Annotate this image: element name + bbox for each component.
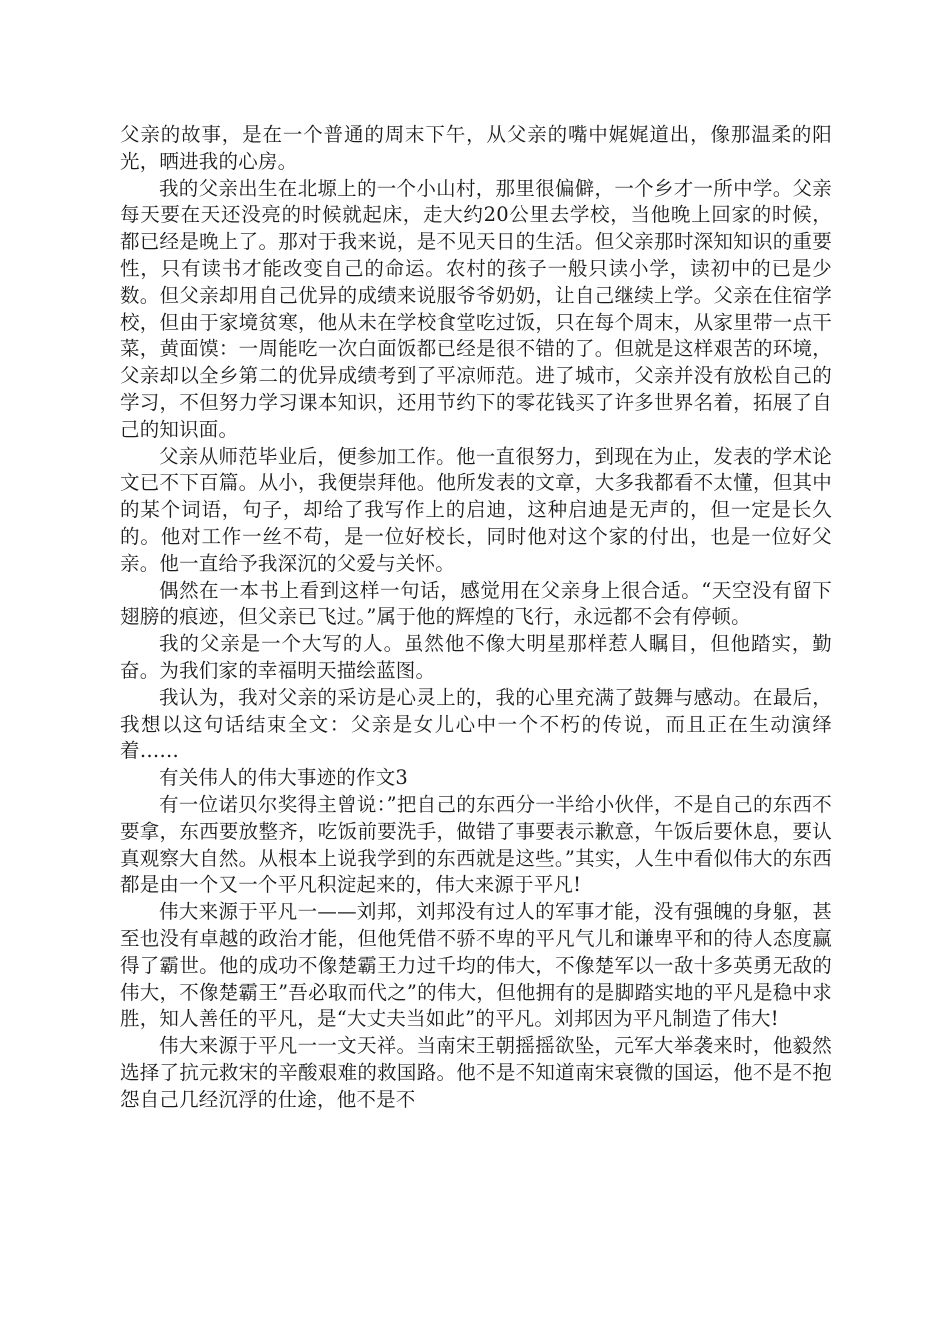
document-body [120,122,832,1113]
paragraph-1: 父亲的故事，是在一个普通的周末下午，从父亲的嘴中娓娓道出，像那温柔的阳光，晒进我的心房。 [120,123,832,173]
section-heading: 有关伟人的伟大事迹的作文3 [159,766,409,790]
paragraph-5: 我的父亲是一个大写的人。虽然他不像大明星那样惹人瞩目，但他踏实，勤奋。为我们家的幸福明天描绘蓝图。 [120,632,832,682]
paragraph-8: 伟大来源于平凡一——刘邦，刘邦没有过人的军事才能，没有强魄的身躯，甚至也没有卓越的政治才能，但他凭借不骄不卑的平凡气儿和谦卑平和的待人态度赢得了霸世。他的成功不像楚霸王力过千均的伟大，不像楚军以一敌十多英勇无敌的伟大，不像楚霸王”吾必取而代之”的伟大，但他拥有的是脚踏实地的平凡是稳中求胜，知人善任的平凡，是“大丈夫当如此”的平凡。刘邦因为平凡制造了伟大! [120,900,832,1031]
paragraph-9: 伟大来源于平凡一一文天祥。当南宋王朝摇摇欲坠，元军大举袭来时，他毅然选择了抗元救宋的辛酸艰难的救国路。他不是不知道南宋衰微的国运，他不是不抱怨自己几经沉浮的仕途，他不是不 [120,1034,832,1111]
paragraph-3: 父亲从师范毕业后，便参加工作。他一直很努力，到现在为止，发表的学术论文已不下百篇。从小，我便崇拜他。他所发表的文章，大多我都看不太懂，但其中的某个词语，句子，却给了我写作上的启迪，这种启迪是无声的，但一定是长久的。他对工作一丝不苟，是一位好校长，同时他对这个家的付出，也是一位好父亲。他一直给予我深沉的父爱与关怀。 [120,444,832,575]
paragraph-6: 我认为，我对父亲的采访是心灵上的，我的心里充满了鼓舞与感动。在最后，我想以这句话结束全文：父亲是女儿心中一个不朽的传说，而且正在生动演绎着…… [120,685,832,763]
paragraph-7: 有一位诺贝尔奖得主曾说：”把自己的东西分一半给小伙伴，不是自己的东西不要拿，东西要放整齐，吃饭前要洗手，做错了事要表示歉意，午饭后要休息，要认真观察大自然。从根本上说我学到的东西就是这些。”其实，人生中看似伟大的东西都是由一个又一个平凡积淀起来的，伟大来源于平凡! [120,792,832,897]
paragraph-4: 偶然在一本书上看到这样一句话，感觉用在父亲身上很合适。“天空没有留下翅膀的痕迹，但父亲已飞过。”属于他的辉煌的飞行，永远都不会有停顿。 [120,578,832,629]
paragraph-2: 我的父亲出生在北塬上的一个小山村，那里很偏僻，一个乡才一所中学。父亲每天要在天还没亮的时候就起床，走大约20公里去学校，当他晚上回家的时候，都已经是晚上了。那对于我来说，是不见天日的生活。但父亲那时深知知识的重要性，只有读书才能改变自己的命运。农村的孩子一般只读小学，读初中的已是少数。但父亲却用自己优异的成绩来说服爷爷奶奶，让自己继续上学。父亲在住宿学校，但由于家境贫寒，他从未在学校食堂吃过饭，只在每个周末，从家里带一点干菜，黄面馍：一周能吃一次白面饭都已经是很不错的了。但就是这样艰苦的环境，父亲却以全乡第二的优异成绩考到了平凉师范。进了城市，父亲并没有放松自己的学习，不但努力学习课本知识，还用节约下的零花钱买了许多世界名着，拓展了自己的知识面。 [120,176,832,441]
